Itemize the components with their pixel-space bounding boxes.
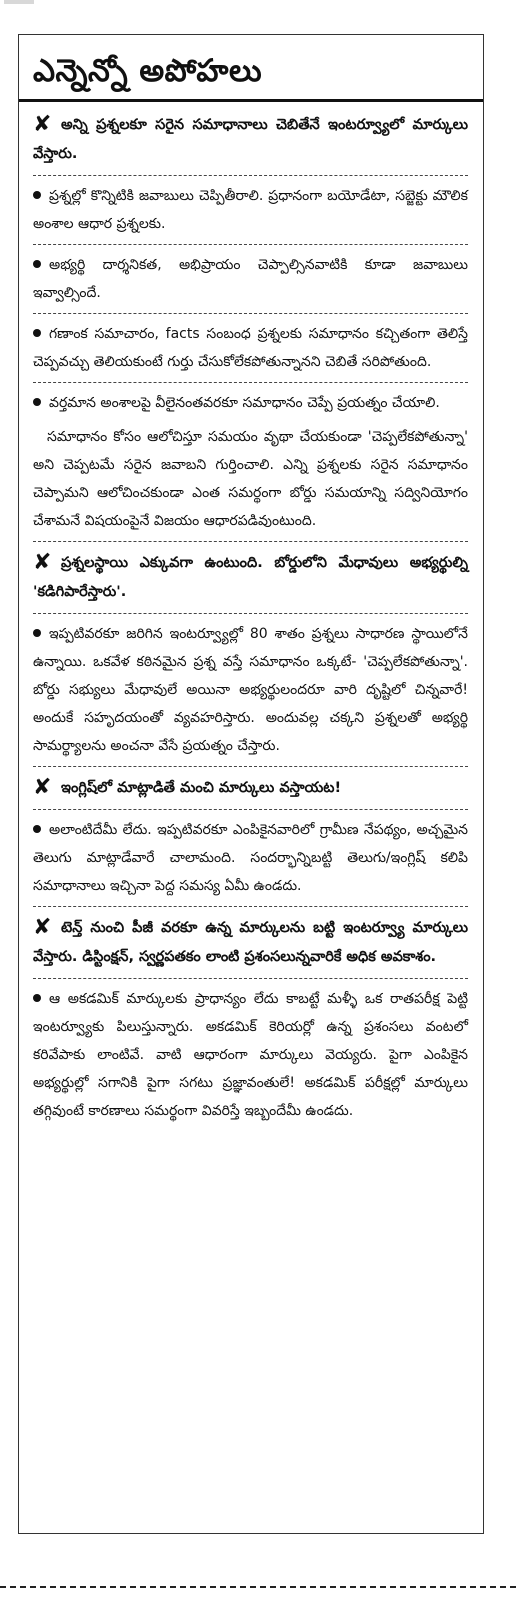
bullet-paragraph: [33, 816, 468, 900]
paragraph-text: ప్రశ్నల్లో కొన్నిటికి జవాబులు చెప్పితీరాలి. ప్రధానంగా బయోడేటా, సబ్జెక్టు మౌలిక అంశాల ఆధార ప్రశ్నలకు.: [33, 188, 468, 232]
paragraph-text: అభ్యర్థి దార్శనికత, అభిప్రాయం చెప్పాల్సినవాటికి కూడా జవాబులు ఇవ్వాల్సిందే.: [33, 257, 468, 301]
myth-statement-1: [33, 110, 468, 169]
bullet-paragraph: [33, 320, 468, 376]
myth-statement-3: [33, 773, 468, 803]
paragraph-text: గణాంక సమాచారం, facts సంబంధ ప్రశ్నలకు సమాధానం కచ్చితంగా తెలిస్తే చెప్పవచ్చు తెలియకుంటే గుర్తు చేసుకోలేకపోతున్నానని చెబితే సరిపోతుంది.: [33, 326, 468, 370]
myth-text: ప్రశ్నలస్థాయి ఎక్కువగా ఉంటుంది. బోర్డులోని మేధావులు అభ్యర్థుల్ని 'కడిగిపారేస్తారు'.: [33, 555, 468, 600]
bullet-icon: [33, 191, 41, 199]
bullet-paragraph: [33, 182, 468, 238]
bullet-icon: [33, 629, 41, 637]
bullet-paragraph: [33, 251, 468, 307]
cross-icon: ✘: [33, 915, 52, 940]
page-header-fragment: [4, 0, 34, 4]
cross-icon: ✘: [33, 550, 52, 575]
myth-statement-4: [33, 913, 468, 972]
paragraph-text: ఇప్పటివరకూ జరిగిన ఇంటర్వ్యూల్లో 80 శాతం ప్రశ్నలు సాధారణ స్థాయిలోనే ఉన్నాయి. ఒకవేళ కఠినమైన ప్రశ్న వస్తే సమాధానం ఒక్కటే- 'చెప్పలేకపోతున్నా'. బోర్డు సభ్యులు మేధావులే అయినా అభ్యర్థులందరూ వారి దృష్టిలో చిన్నవారే! అందుకే సహృదయంతో వ్యవహరిస్తారు. అందువల్ల చక్కని ప్రశ్నలతో అభ్యర్థి సామర్థ్యాలను అంచనా వేసే ప్రయత్నం చేస్తారు.: [33, 626, 468, 754]
body-paragraph: సమాధానం కోసం ఆలోచిస్తూ సమయం వృథా చేయకుండా 'చెప్పలేకపోతున్నా' అని చెప్పటమే సరైన జవాబని గుర్తించాలి. ఎన్ని ప్రశ్నలకు సరైన సమాధానం చెప్పామని ఆలోచించకుండా ఎంత సమర్థంగా బోర్డు సమయాన్ని సద్వినియోగం చేశామనే విషయంపైనే విజయం ఆధారపడివుంటుంది.: [33, 429, 468, 529]
paragraph-text: వర్తమాన అంశాలపై వీలైనంతవరకూ సమాధానం చెప్పే ప్రయత్నం చేయాలి.: [49, 395, 440, 411]
bullet-icon: [33, 260, 41, 268]
dashed-divider: [33, 978, 468, 979]
dashed-divider: [33, 244, 468, 245]
bullet-icon: [33, 825, 41, 833]
title-divider: [19, 99, 483, 102]
myth-text: ఇంగ్లిష్‌లో మాట్లాడితే మంచి మార్కులు వస్తాయట!: [61, 780, 342, 796]
cross-icon: ✘: [33, 112, 52, 137]
dashed-divider: [33, 809, 468, 810]
dashed-divider: [33, 541, 468, 542]
cross-icon: ✘: [33, 775, 52, 800]
dashed-divider: [33, 175, 468, 176]
dashed-divider: [33, 613, 468, 614]
paragraph-text: అలాంటిదేమీ లేదు. ఇప్పటివరకూ ఎంపికైనవారిలో గ్రామీణ నేపథ్యం, అచ్చమైన తెలుగు మాట్లాడేవారే చాలామంది. సందర్భాన్నిబట్టి తెలుగు/ఇంగ్లిష్ కలిపి సమాధానాలు ఇచ్చినా పెద్ద సమస్య ఏమీ ఉండదు.: [33, 822, 468, 894]
bullet-icon: [33, 994, 41, 1002]
dashed-divider: [33, 313, 468, 314]
myth-text: అన్ని ప్రశ్నలకూ సరైన సమాధానాలు చెబితేనే ఇంటర్వ్యూలో మార్కులు వేస్తారు.: [33, 117, 468, 162]
bullet-paragraph: [33, 389, 468, 417]
article-title: ఎన్నెన్నో అపోహలు: [33, 53, 263, 89]
myth-statement-2: [33, 548, 468, 607]
paragraph-text: ఆ అకడమిక్ మార్కులకు ప్రాధాన్యం లేదు కాబట్టే మళ్ళీ ఒక రాతపరీక్ష పెట్టి ఇంటర్వ్యూకు పిలుస్తున్నారు. అకడమిక్ కెరియర్లో ఉన్న ప్రశంసలు వంటలో కరివేపాకు లాంటివే. వాటి ఆధారంగా మార్కులు వెయ్యరు. పైగా ఎంపికైన అభ్యర్థుల్లో సగానికి పైగా సగటు ప్రజ్ఞావంతులే! అకడమిక్ పరీక్షల్లో మార్కులు తగ్గివుంటే కారణాలు సమర్థంగా వివరిస్తే ఇబ్బందేమీ ఉండదు.: [33, 991, 468, 1119]
bullet-paragraph: [33, 985, 468, 1125]
bullet-icon: [33, 329, 41, 337]
dashed-divider: [33, 906, 468, 907]
myth-text: టెన్త్ నుంచి పీజీ వరకూ ఉన్న మార్కులను బట్టి ఇంటర్వ్యూ మార్కులు వేస్తారు. డిస్టింక్షన్, స్వర్ణపతకం లాంటి ప్రశంసలున్నవారికే అధిక అవకాశం.: [33, 920, 468, 965]
bullet-paragraph: [33, 620, 468, 760]
dashed-divider: [33, 382, 468, 383]
footer-dashed-line: [0, 1586, 516, 1588]
bullet-icon: [33, 398, 41, 406]
article-box: [18, 34, 484, 1534]
dashed-divider: [33, 766, 468, 767]
